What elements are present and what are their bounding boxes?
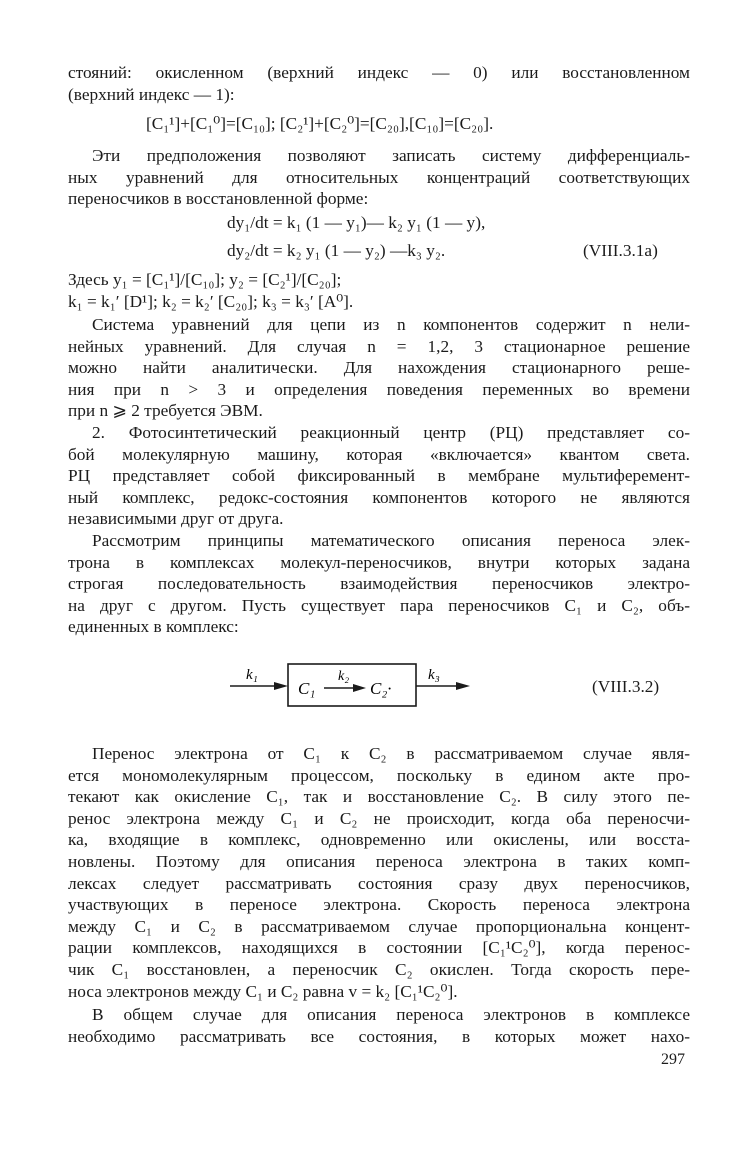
equation-number: (VIII.3.1a) bbox=[583, 241, 658, 260]
definitions-line-2: k₁ = k₁′ [D¹]; k₂ = k₂′ [C₂₀]; k₃ = k₃′ [A⁰]. bbox=[68, 292, 354, 311]
text-line: чик C₁ восстановлен, а переносчик C₂ окислен. Тогда скорость пере- bbox=[68, 959, 690, 979]
equation-system-line-1: dy₁/dt = k₁ (1 — y₁)— k₂ y₁ (1 — y), bbox=[227, 213, 486, 232]
equation-balance: [C₁¹]+[C₁⁰]=[C₁₀]; [C₂¹]+[C₂⁰]=[C₂₀],[C₁₀]=[C₂₀]. bbox=[146, 114, 494, 133]
input-arrow-head bbox=[274, 682, 288, 690]
text-line: (верхний индекс — 1): bbox=[68, 84, 235, 104]
text-line: ка, входящие в комплекс, одновременно или окислены, или восста- bbox=[68, 830, 690, 850]
text-line: Эти предположения позволяют записать систему дифференциаль- bbox=[92, 146, 690, 165]
text-line: лексах следует рассматривать состояния сразу двух переносчиков, bbox=[68, 873, 690, 893]
text-line: переносчиков в восстановленной форме: bbox=[68, 189, 369, 209]
text-line: ных уравнений для относительных концентраций соответствующих bbox=[68, 167, 690, 187]
paragraph-principles bbox=[68, 530, 690, 638]
text-line: нейных уравнений. Для случая n = 1,2, 3 стационарное решение bbox=[68, 336, 690, 356]
text-line: бой молекулярную машину, которая «включается» квантом света. bbox=[68, 444, 690, 464]
paragraph-general-case bbox=[68, 1004, 690, 1047]
carrier-c1-label: C₁ bbox=[298, 679, 316, 698]
text-line: можно найти аналитически. Для нахождения стационарного реше- bbox=[68, 358, 690, 378]
carrier-c2-label: C₂· bbox=[370, 679, 392, 698]
text-line: ный комплекс, редокс-состояния компонентов которого не являются bbox=[68, 487, 690, 507]
text-line: Система уравнений для цепи из n компонентов содержит n нели- bbox=[92, 315, 690, 334]
text-line: РЦ представляет собой фиксированный в мембране мультиферемент- bbox=[68, 466, 690, 486]
rate-k1-label: k₁ bbox=[246, 667, 258, 683]
paragraph-assumptions bbox=[68, 145, 690, 210]
text-line: ренос электрона между C₁ и C₂ не происходит, когда оба переносчи- bbox=[68, 808, 690, 828]
text-line: новлены. Поэтому для описания переноса электрона в таких комп- bbox=[68, 851, 690, 871]
text-line: носа электронов между C₁ и C₂ равна v = k₂ [C₁¹C₂⁰]. bbox=[68, 981, 458, 1001]
output-arrow-head bbox=[456, 682, 470, 690]
definitions-line-1: Здесь y₁ = [C₁¹]/[C₁₀]; y₂ = [C₂¹]/[C₂₀]; bbox=[68, 270, 342, 289]
rate-k3-label: k₃ bbox=[428, 667, 440, 683]
text-line: ния при n > 3 и определения поведения переменных во времени bbox=[68, 379, 690, 399]
text-line: текают как окисление C₁, так и восстановление C₂. В силу этого пе- bbox=[68, 787, 690, 807]
paragraph-reaction-center bbox=[68, 422, 690, 530]
text-line: трона в комплексах молекул-переносчиков, внутри которых задана bbox=[68, 552, 690, 572]
intro-paragraph bbox=[68, 62, 690, 105]
text-line: В общем случае для описания переноса электронов в комплексе bbox=[92, 1005, 690, 1024]
scheme-number: (VIII.3.2) bbox=[592, 677, 660, 696]
paragraph-n-components bbox=[68, 314, 690, 422]
text-line: независимыми друг от друга. bbox=[68, 509, 284, 529]
text-line: между C₁ и C₂ в рассматриваемом случае пропорциональна концент- bbox=[68, 916, 690, 936]
text-line: 2. Фотосинтетический реакционный центр (РЦ) представляет со- bbox=[92, 423, 690, 442]
text-line: единенных в комплекс: bbox=[68, 617, 239, 637]
text-line: участвующих в переносе электрона. Скорость переноса электрона bbox=[68, 895, 690, 915]
rate-k2-label: k₂ bbox=[338, 669, 350, 684]
text-line: Рассмотрим принципы математического описания переноса элек- bbox=[92, 531, 690, 550]
paragraph-monomolecular bbox=[68, 743, 690, 1002]
page-number: 297 bbox=[661, 1051, 685, 1068]
text-line: строгая последовательность взаимодействия переносчиков электро- bbox=[68, 574, 690, 594]
text-line: ется мономолекулярным процессом, поскольку в едином акте про- bbox=[68, 765, 690, 785]
text-line: при n ⩾ 2 требуется ЭВМ. bbox=[68, 401, 263, 421]
text-line: Перенос электрона от C₁ к C₂ в рассматриваемом случае явля- bbox=[92, 744, 690, 763]
electron-transfer-scheme bbox=[228, 660, 478, 712]
internal-arrow-head bbox=[353, 684, 366, 692]
text-line: на друг с другом. Пусть существует пара переносчиков C₁ и C₂, объ- bbox=[68, 595, 690, 615]
text-line: рации комплексов, находящихся в состоянии [C₁¹C₂⁰], когда перенос- bbox=[68, 938, 690, 958]
text-line: стояний: окисленном (верхний индекс — 0) или восстановленном bbox=[68, 63, 690, 82]
equation-system-line-2: dy₂/dt = k₂ y₁ (1 — y₂) —k₃ y₂. bbox=[227, 241, 446, 260]
text-line: необходимо рассматривать все состояния, в которых может нахо- bbox=[68, 1026, 690, 1046]
